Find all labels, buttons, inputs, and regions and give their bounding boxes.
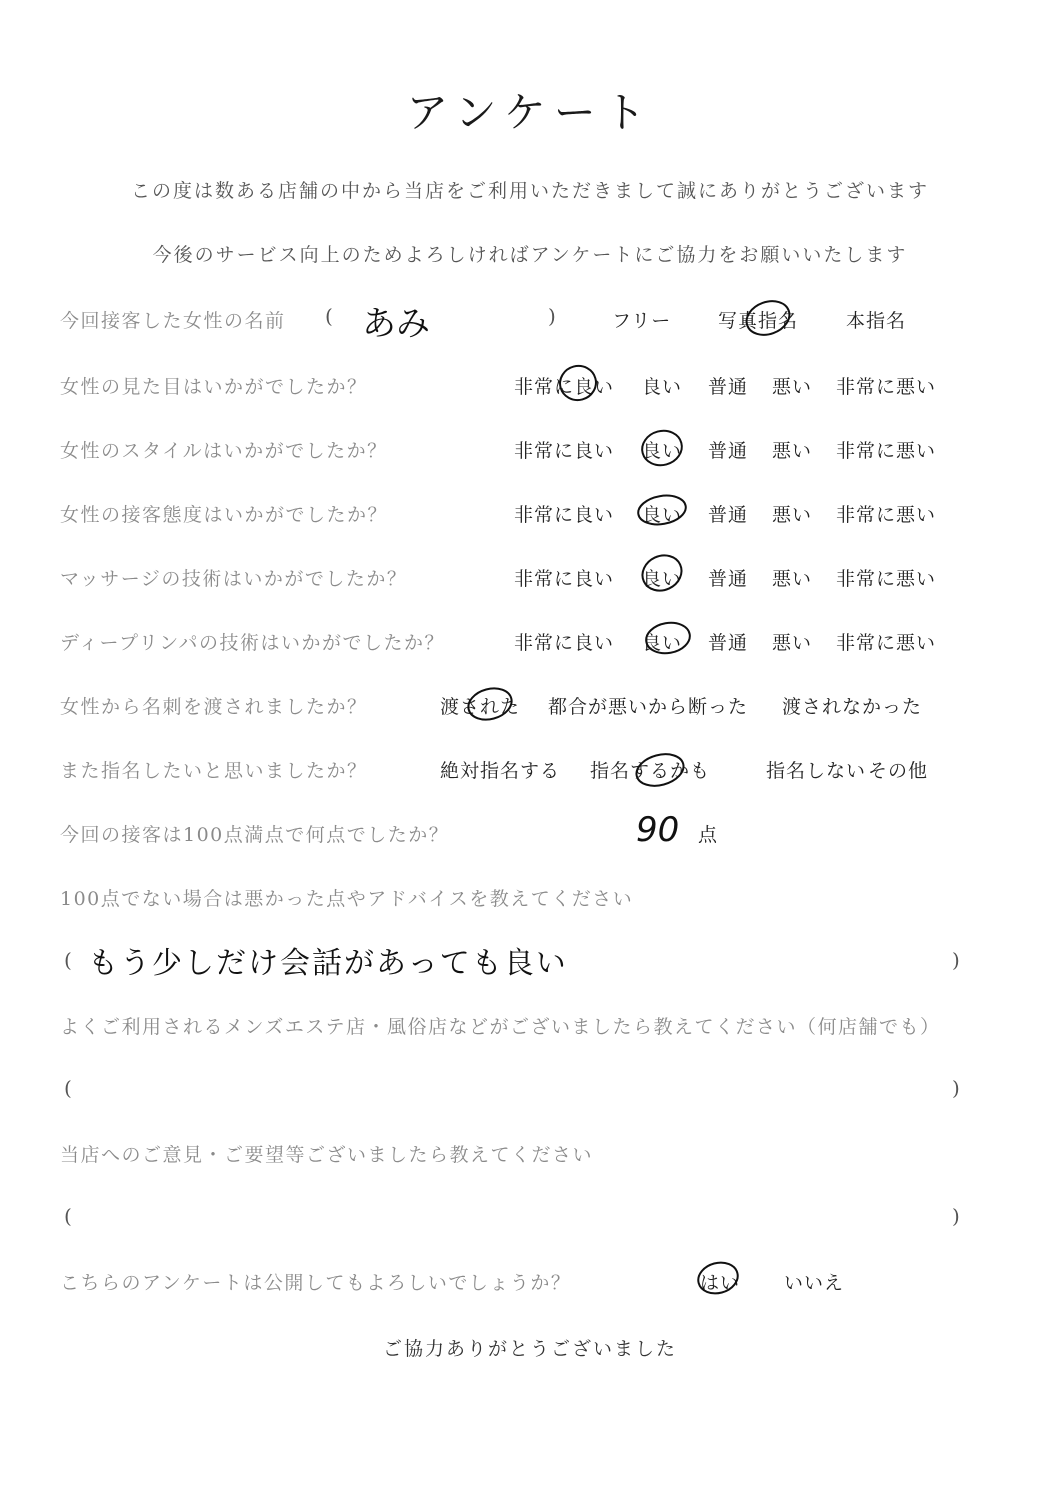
opinion-open-paren: ( — [64, 1204, 72, 1228]
again-question: また指名したいと思いましたか？ — [60, 760, 368, 782]
rating-2-option-very-bad[interactable]: 非常に悪い — [836, 440, 937, 462]
score-unit: 点 — [698, 824, 719, 846]
intro-line-1: この度は数ある店舗の中から当店をご利用いただきまして誠にありがとうございます — [130, 180, 929, 202]
again-option-no[interactable]: 指名しない — [766, 760, 867, 782]
again-option-maybe[interactable]: 指名するかも — [590, 760, 711, 782]
name-open-paren: ( — [325, 304, 333, 328]
opinion-question: 当店へのご意見・ご要望等ございましたら教えてください — [60, 1144, 594, 1166]
card-question: 女性から名刺を渡されましたか？ — [60, 696, 368, 718]
rating-question-attitude: 女性の接客態度はいかがでしたか？ — [60, 504, 389, 526]
card-option-received[interactable]: 渡された — [440, 696, 521, 718]
rating-2-option-good[interactable]: 良い — [642, 440, 683, 462]
rating-4-option-very-good[interactable]: 非常に良い — [514, 568, 615, 590]
rating-1-option-very-bad[interactable]: 非常に悪い — [836, 376, 937, 398]
rating-2-option-very-good[interactable]: 非常に良い — [514, 440, 615, 462]
rating-question-lymph: ディープリンパの技術はいかがでしたか？ — [60, 632, 445, 654]
rating-3-option-good[interactable]: 良い — [642, 504, 683, 526]
advice-open-paren: ( — [64, 948, 72, 972]
card-option-declined[interactable]: 都合が悪いから断った — [548, 696, 749, 718]
rating-3-option-very-bad[interactable]: 非常に悪い — [836, 504, 937, 526]
advice-close-paren: ) — [952, 948, 960, 972]
publish-question: こちらのアンケートは公開してもよろしいでしょうか？ — [60, 1272, 572, 1294]
rating-question-looks: 女性の見た目はいかがでしたか？ — [60, 376, 368, 398]
advice-question: 100点でない場合は悪かった点やアドバイスを教えてください — [60, 888, 634, 910]
rating-3-option-normal[interactable]: 普通 — [708, 504, 749, 526]
rating-5-option-normal[interactable]: 普通 — [708, 632, 749, 654]
rating-5-option-bad[interactable]: 悪い — [772, 632, 813, 654]
shops-question: よくご利用されるメンズエステ店・風俗店などがございましたら教えてください（何店舗でも） — [60, 1016, 941, 1038]
rating-3-option-bad[interactable]: 悪い — [772, 504, 813, 526]
rating-5-option-good[interactable]: 良い — [642, 632, 683, 654]
rating-1-option-very-good[interactable]: 非常に良い — [514, 376, 615, 398]
intro-line-2: 今後のサービス向上のためよろしければアンケートにご協力をお願いいたします — [152, 244, 908, 266]
option-free[interactable]: フリー — [612, 310, 672, 332]
rating-1-option-normal[interactable]: 普通 — [708, 376, 749, 398]
rating-2-option-normal[interactable]: 普通 — [708, 440, 749, 462]
publish-option-yes[interactable]: はい — [700, 1272, 741, 1294]
shops-open-paren: ( — [64, 1076, 72, 1100]
rating-4-option-bad[interactable]: 悪い — [772, 568, 813, 590]
opinion-answer[interactable] — [88, 1198, 938, 1228]
shops-close-paren: ) — [952, 1076, 960, 1100]
publish-option-no[interactable]: いいえ — [784, 1272, 845, 1294]
rating-question-massage: マッサージの技術はいかがでしたか？ — [60, 568, 408, 590]
advice-answer[interactable]: もう少しだけ会話があっても良い — [88, 946, 568, 981]
rating-1-option-good[interactable]: 良い — [642, 376, 683, 398]
rating-4-option-normal[interactable]: 普通 — [708, 568, 749, 590]
rating-question-style: 女性のスタイルはいかがでしたか？ — [60, 440, 388, 462]
name-close-paren: ) — [548, 304, 556, 328]
rating-4-option-good[interactable]: 良い — [642, 568, 683, 590]
card-option-not-received[interactable]: 渡されなかった — [782, 696, 923, 718]
name-question: 今回接客した女性の名前 — [60, 310, 286, 332]
name-answer[interactable]: あみ — [362, 304, 430, 344]
again-option-other[interactable]: その他 — [868, 760, 929, 782]
score-answer[interactable]: 90 — [636, 810, 680, 850]
rating-2-option-bad[interactable]: 悪い — [772, 440, 813, 462]
closing-message: ご協力ありがとうございました — [382, 1338, 677, 1360]
rating-5-option-very-good[interactable]: 非常に良い — [514, 632, 615, 654]
rating-4-option-very-bad[interactable]: 非常に悪い — [836, 568, 937, 590]
rating-1-option-bad[interactable]: 悪い — [772, 376, 813, 398]
shops-answer[interactable] — [88, 1070, 938, 1100]
option-photo-nomination[interactable]: 写真指名 — [718, 310, 799, 332]
option-main-nomination[interactable]: 本指名 — [846, 310, 907, 332]
rating-3-option-very-good[interactable]: 非常に良い — [514, 504, 615, 526]
opinion-close-paren: ) — [952, 1204, 960, 1228]
again-option-definitely[interactable]: 絶対指名する — [440, 760, 561, 782]
survey-title: アンケート — [406, 88, 654, 137]
rating-5-option-very-bad[interactable]: 非常に悪い — [836, 632, 937, 654]
score-question: 今回の接客は100点満点で何点でしたか？ — [60, 824, 450, 846]
